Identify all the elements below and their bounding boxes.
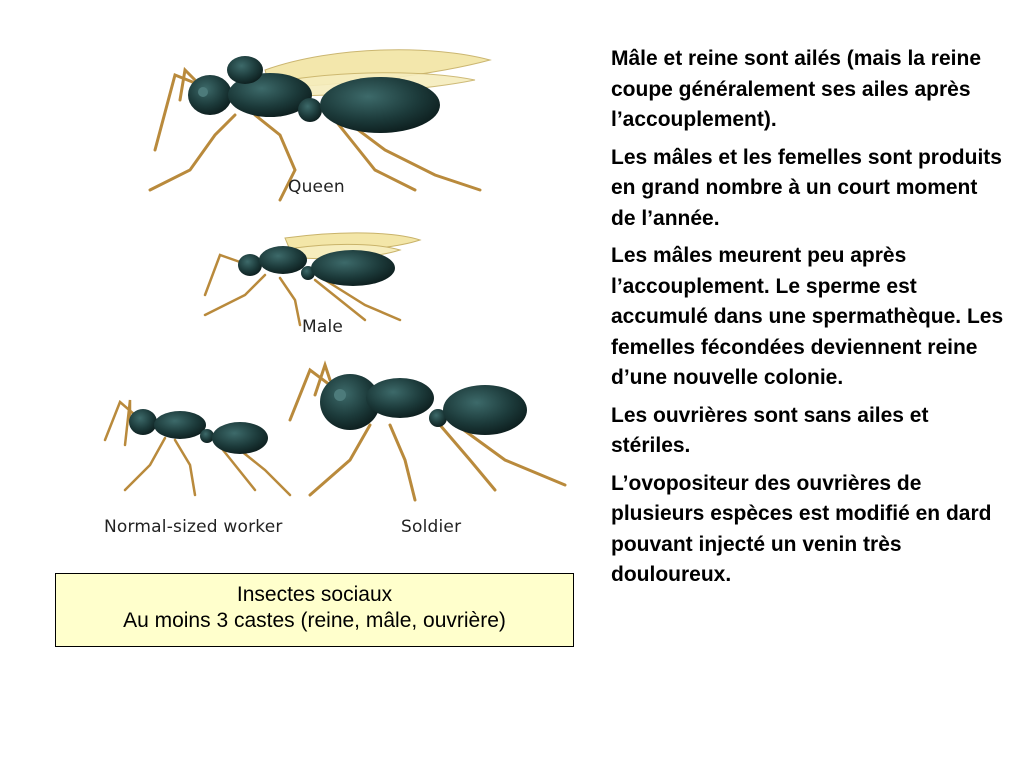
paragraph-production: Les mâles et les femelles sont produits en grand nombre à un court moment de l’année. [611, 145, 1002, 230]
male-ant [205, 233, 420, 325]
queen-label: Queen [288, 177, 345, 197]
ant-castes-illustration [95, 40, 585, 550]
paragraph-ovipositor: L’ovopositeur des ouvrières de plusieurs espèces est modifié en dard pouvant injecté un venin très douloureux. [611, 471, 992, 586]
paragraph-males-die: Les mâles meurent peu après l’accouplement. Le sperme est accumulé dans une spermathèque. Les femelles fécondées deviennent reine d’une nouvelle colonie. [611, 244, 1004, 389]
caption-title: Insectes sociaux [236, 583, 393, 606]
paragraph-wings: Mâle et reine sont ailés (mais la reine coupe généralement ses ailes après l’accouplement). [611, 47, 981, 131]
description-text [611, 44, 1006, 598]
soldier-label: Soldier [401, 517, 462, 537]
caption-subtitle: Au moins 3 castes (reine, mâle, ouvrière) [123, 609, 506, 632]
male-label: Male [302, 317, 344, 337]
soldier-ant [290, 365, 565, 500]
worker-ant [105, 400, 290, 495]
worker-label: Normal-sized worker [104, 517, 283, 537]
paragraph-workers: Les ouvrières sont sans ailes et stériles. [611, 403, 929, 457]
ant-illustrations [95, 40, 585, 550]
caption-box [55, 573, 574, 647]
